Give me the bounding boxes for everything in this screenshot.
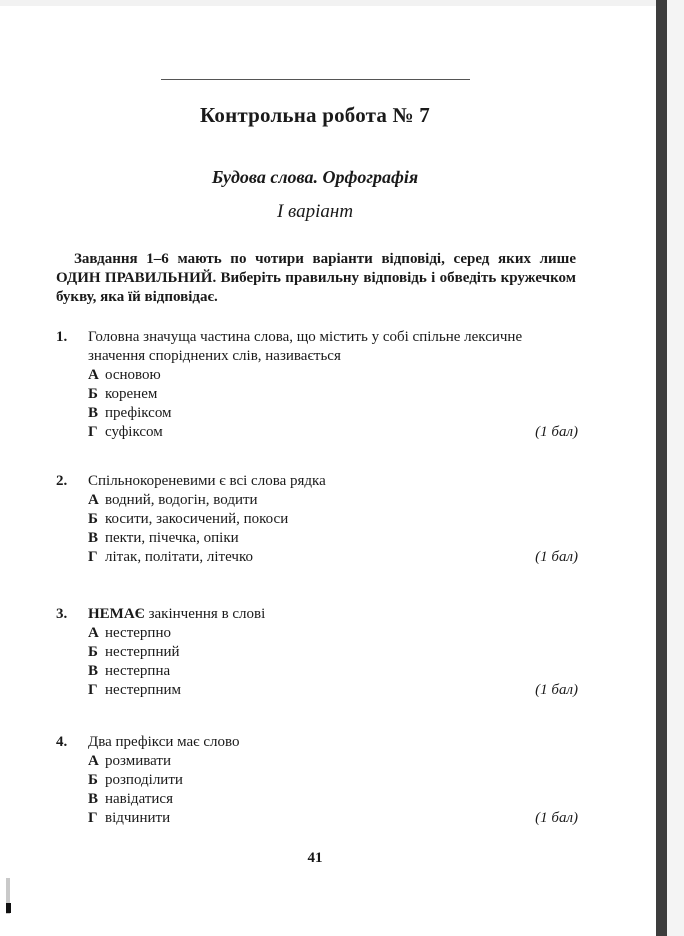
option-d[interactable] (88, 548, 578, 567)
question-points: (1 бал) (535, 424, 578, 440)
option-text: префіксом (105, 405, 172, 421)
option-letter: Г (88, 682, 98, 698)
option-a[interactable] (88, 752, 578, 771)
option-text: косити, закосичений, покоси (105, 511, 289, 527)
option-letter: Г (88, 424, 98, 440)
option-letter: Б (88, 386, 98, 402)
question-text-emphasis: НЕМАЄ (88, 606, 145, 622)
option-letter: В (88, 791, 99, 807)
option-text: відчинити (105, 810, 171, 826)
option-b[interactable] (88, 643, 578, 662)
question-3 (56, 605, 578, 700)
question-1 (56, 328, 578, 442)
option-text: нестерпна (105, 663, 171, 679)
option-text: нестерпний (105, 644, 180, 660)
option-letter: Г (88, 549, 98, 565)
question-number: 3. (56, 606, 68, 622)
option-c[interactable] (88, 662, 578, 681)
option-a[interactable] (88, 624, 578, 643)
option-letter: Б (88, 511, 98, 527)
scan-top-edge (0, 0, 684, 6)
option-b[interactable] (88, 385, 578, 404)
option-d[interactable] (88, 809, 578, 828)
question-4 (56, 733, 578, 828)
question-points: (1 бал) (535, 810, 578, 826)
question-text: Спільнокореневими є всі слова рядка (88, 473, 326, 489)
question-text-rest: закінчення в слові (144, 606, 266, 622)
scan-left-dot (6, 903, 11, 913)
scan-right-margin (667, 0, 684, 936)
header-rule (161, 79, 470, 80)
option-letter: А (88, 753, 99, 769)
option-text: розподілити (105, 772, 183, 788)
option-text: суфіксом (105, 424, 163, 440)
instructions-tail: . Виберіть правильну відповідь і обведіть кружечком букву, яка їй відповідає. (56, 270, 576, 305)
option-text: нестерпним (105, 682, 182, 698)
scan-binding-shadow (656, 0, 667, 936)
option-a[interactable] (88, 491, 578, 510)
question-number: 1. (56, 329, 68, 345)
option-text: розмивати (105, 753, 171, 769)
option-letter: В (88, 405, 99, 421)
option-b[interactable] (88, 771, 578, 790)
option-text: основою (105, 367, 161, 383)
option-text: водний, водогін, водити (105, 492, 258, 508)
question-points: (1 бал) (535, 549, 578, 565)
page-subtitle: Будова слова. Орфографія (211, 167, 419, 187)
option-text: літак, політати, літечко (105, 549, 253, 565)
option-c[interactable] (88, 529, 578, 548)
instructions-lead: Завдання 1–6 мають по чотири варіанти відповіді, серед яких лише (74, 251, 576, 267)
question-2 (56, 472, 578, 567)
option-letter: В (88, 530, 99, 546)
option-letter: А (88, 367, 99, 383)
option-c[interactable] (88, 404, 578, 423)
instructions (56, 250, 576, 307)
option-letter: В (88, 663, 99, 679)
question-text (88, 605, 578, 624)
option-letter: Б (88, 644, 98, 660)
option-d[interactable] (88, 423, 578, 442)
question-number: 2. (56, 473, 68, 489)
variant-label: І варіант (276, 201, 354, 222)
option-letter: Б (88, 772, 98, 788)
option-letter: А (88, 625, 99, 641)
option-letter: Г (88, 810, 98, 826)
option-letter: А (88, 492, 99, 508)
question-text: Два префікси має слово (88, 734, 240, 750)
option-text: нестерпно (105, 625, 171, 641)
option-d[interactable] (88, 681, 578, 700)
option-c[interactable] (88, 790, 578, 809)
question-points: (1 бал) (535, 682, 578, 698)
option-text: пекти, пічечка, опіки (105, 530, 239, 546)
instructions-emphasis: ОДИН ПРАВИЛЬНИЙ (56, 270, 213, 286)
option-b[interactable] (88, 510, 578, 529)
option-a[interactable] (88, 366, 578, 385)
question-number: 4. (56, 734, 68, 750)
page-number: 41 (307, 850, 323, 866)
option-text: коренем (105, 386, 158, 402)
question-text: Головна значуща частина слова, що містить у собі спільне лексичне значення споріднених слів, називається (88, 329, 523, 364)
page-title: Контрольна робота № 7 (200, 103, 430, 127)
option-text: навідатися (105, 791, 173, 807)
